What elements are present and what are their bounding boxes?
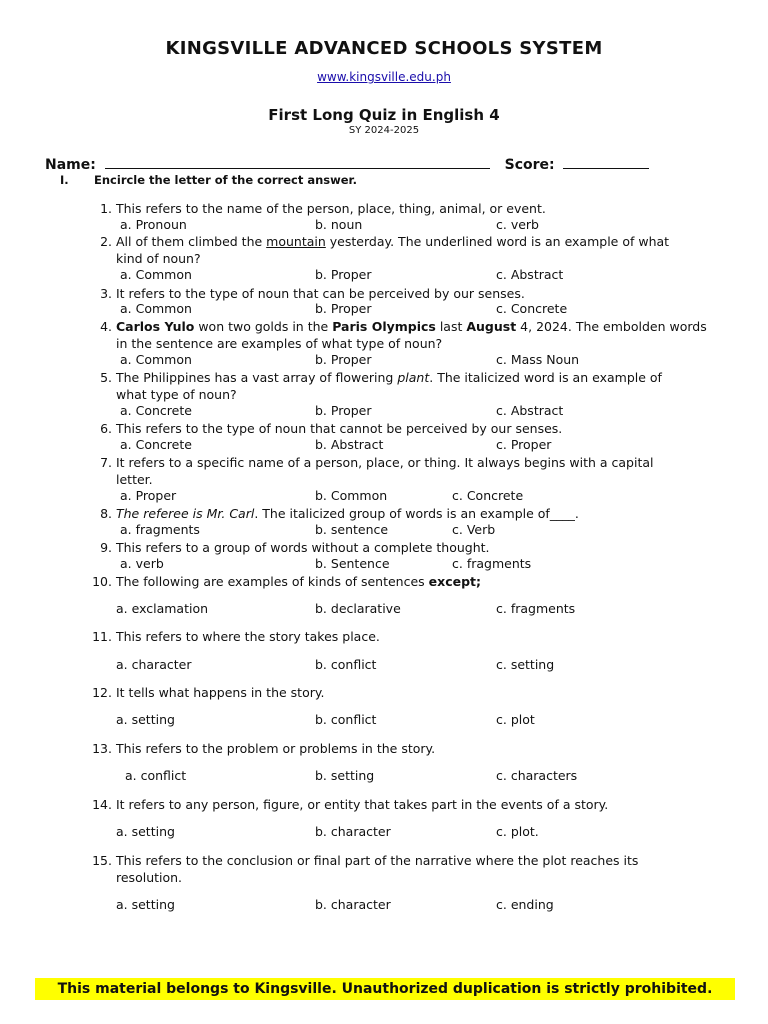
question-14-option-a[interactable]: a. setting xyxy=(116,824,175,839)
section-heading xyxy=(60,173,357,187)
question-3-text-line xyxy=(90,285,525,302)
question-12-option-c[interactable]: c. plot xyxy=(496,712,535,727)
question-15-text-line xyxy=(90,852,638,869)
question-text: It refers to the type of noun that can be perceived by our senses. xyxy=(116,286,525,301)
question-7-option-b[interactable]: b. Common xyxy=(315,488,388,503)
quiz-title: First Long Quiz in English 4 xyxy=(268,106,500,124)
question-12 xyxy=(90,684,324,701)
question-number: 3. xyxy=(100,286,112,301)
question-6-text-line xyxy=(90,420,562,437)
question-3 xyxy=(90,285,525,302)
question-number: 2. xyxy=(100,234,112,249)
question-14 xyxy=(90,796,608,813)
question-7 xyxy=(90,454,654,488)
question-number: 11. xyxy=(92,629,112,644)
section-number: I. xyxy=(60,173,69,187)
question-6-option-a[interactable]: a. Concrete xyxy=(120,437,192,452)
question-15-option-b[interactable]: b. character xyxy=(315,897,391,912)
question-1-option-b[interactable]: b. noun xyxy=(315,217,363,232)
question-15-option-a[interactable]: a. setting xyxy=(116,897,175,912)
question-8-option-c[interactable]: c. Verb xyxy=(452,522,496,537)
question-2-option-b[interactable]: b. Proper xyxy=(315,267,372,282)
question-1 xyxy=(90,200,546,217)
question-text: This refers to the type of noun that cannot be perceived by our senses. xyxy=(116,421,563,436)
question-number: 9. xyxy=(100,540,112,555)
question-3-option-a[interactable]: a. Common xyxy=(120,301,192,316)
question-14-option-b[interactable]: b. character xyxy=(315,824,391,839)
question-number: 5. xyxy=(100,370,112,385)
question-13-text-line xyxy=(90,740,435,757)
question-text: kind of noun? xyxy=(116,251,201,266)
question-text: letter. xyxy=(116,472,153,487)
question-number: 12. xyxy=(92,685,112,700)
question-13-option-c[interactable]: c. characters xyxy=(496,768,578,783)
question-text: The Philippines has a vast array of flowering plant. The italicized word is an example of xyxy=(116,370,662,385)
question-13-option-a[interactable]: a. conflict xyxy=(125,768,187,783)
question-6-option-c[interactable]: c. Proper xyxy=(496,437,552,452)
question-15 xyxy=(90,852,638,886)
question-5-option-c[interactable]: c. Abstract xyxy=(496,403,564,418)
question-8-option-b[interactable]: b. sentence xyxy=(315,522,389,537)
question-4-option-b[interactable]: b. Proper xyxy=(315,352,372,367)
question-12-option-a[interactable]: a. setting xyxy=(116,712,175,727)
question-text: This refers to where the story takes place. xyxy=(116,629,380,644)
name-blank[interactable] xyxy=(105,155,490,169)
question-2-option-c[interactable]: c. Abstract xyxy=(496,267,564,282)
question-5-text-line xyxy=(90,369,662,386)
question-15-option-c[interactable]: c. ending xyxy=(496,897,554,912)
question-14-text-line xyxy=(90,796,608,813)
section-instruction: Encircle the letter of the correct answer. xyxy=(94,173,357,187)
question-text: This refers to the name of the person, place, thing, animal, or event. xyxy=(116,201,546,216)
question-5 xyxy=(90,369,662,403)
question-number: 8. xyxy=(100,506,112,521)
question-10-option-b[interactable]: b. declarative xyxy=(315,601,401,616)
question-11-option-c[interactable]: c. setting xyxy=(496,657,555,672)
question-number: 1. xyxy=(100,201,112,216)
question-11-text-line xyxy=(90,628,380,645)
question-text: All of them climbed the mountain yesterday. The underlined word is an example of what xyxy=(116,234,670,249)
question-text: This refers to the conclusion or final part of the narrative where the plot reaches its xyxy=(116,853,639,868)
question-number: 7. xyxy=(100,455,112,470)
question-8-option-a[interactable]: a. fragments xyxy=(120,522,200,537)
question-9-option-c[interactable]: c. fragments xyxy=(452,556,532,571)
question-text: what type of noun? xyxy=(116,387,237,402)
question-8-text-line xyxy=(90,505,579,522)
question-10 xyxy=(90,573,481,590)
question-14-option-c[interactable]: c. plot. xyxy=(496,824,539,839)
question-9-option-a[interactable]: a. verb xyxy=(120,556,164,571)
question-5-option-a[interactable]: a. Concrete xyxy=(120,403,192,418)
question-text: Carlos Yulo won two golds in the Paris Olympics last August 4, 2024. The embolden words xyxy=(116,319,707,334)
question-number: 15. xyxy=(92,853,112,868)
name-label: Name: xyxy=(45,157,96,173)
question-11 xyxy=(90,628,380,645)
question-text: This refers to a group of words without a complete thought. xyxy=(116,540,490,555)
question-11-option-b[interactable]: b. conflict xyxy=(315,657,377,672)
question-8 xyxy=(90,505,579,522)
question-text: resolution. xyxy=(116,870,183,885)
question-1-option-c[interactable]: c. verb xyxy=(496,217,539,232)
question-1-option-a[interactable]: a. Pronoun xyxy=(120,217,187,232)
question-10-option-c[interactable]: c. fragments xyxy=(496,601,576,616)
question-number: 10. xyxy=(92,574,112,589)
question-9-option-b[interactable]: b. Sentence xyxy=(315,556,390,571)
question-number: 6. xyxy=(100,421,112,436)
question-11-option-a[interactable]: a. character xyxy=(116,657,192,672)
question-4 xyxy=(90,318,707,352)
question-5-text-line xyxy=(90,386,662,403)
question-2-text-line xyxy=(90,250,669,267)
name-score-row xyxy=(45,155,649,173)
score-blank[interactable] xyxy=(563,155,649,169)
question-1-text-line xyxy=(90,200,546,217)
website-link[interactable]: www.kingsville.edu.ph xyxy=(317,70,451,84)
question-10-text-line xyxy=(90,573,481,590)
question-7-text-line xyxy=(90,454,654,471)
question-7-option-c[interactable]: c. Concrete xyxy=(452,488,524,503)
question-4-option-a[interactable]: a. Common xyxy=(120,352,192,367)
question-12-option-b[interactable]: b. conflict xyxy=(315,712,377,727)
question-text: The referee is Mr. Carl. The italicized group of words is an example of____. xyxy=(116,506,579,521)
school-year: SY 2024-2025 xyxy=(348,125,420,136)
question-text: in the sentence are examples of what type of noun? xyxy=(116,336,443,351)
school-name: KINGSVILLE ADVANCED SCHOOLS SYSTEM xyxy=(165,38,603,59)
question-text: It refers to a specific name of a person, place, or thing. It always begins with a capital xyxy=(116,455,654,470)
question-4-text-line xyxy=(90,318,707,335)
question-2 xyxy=(90,233,669,267)
question-6 xyxy=(90,420,562,437)
question-number: 14. xyxy=(92,797,112,812)
question-3-option-c[interactable]: c. Concrete xyxy=(496,301,568,316)
question-text: The following are examples of kinds of sentences except; xyxy=(116,574,482,589)
question-3-option-b[interactable]: b. Proper xyxy=(315,301,372,316)
question-text: It refers to any person, figure, or entity that takes part in the events of a story. xyxy=(116,797,609,812)
question-9-text-line xyxy=(90,539,490,556)
question-2-text-line xyxy=(90,233,669,250)
question-10-option-a[interactable]: a. exclamation xyxy=(116,601,209,616)
question-9 xyxy=(90,539,490,556)
question-13-option-b[interactable]: b. setting xyxy=(315,768,375,783)
question-12-text-line xyxy=(90,684,324,701)
score-label: Score: xyxy=(504,157,555,173)
question-5-option-b[interactable]: b. Proper xyxy=(315,403,372,418)
question-4-option-c[interactable]: c. Mass Noun xyxy=(496,352,580,367)
copyright-notice: This material belongs to Kingsville. Unauthorized duplication is strictly prohibited. xyxy=(35,978,735,1000)
question-4-text-line xyxy=(90,335,707,352)
question-text: This refers to the problem or problems in the story. xyxy=(116,741,436,756)
question-7-text-line xyxy=(90,471,654,488)
question-6-option-b[interactable]: b. Abstract xyxy=(315,437,384,452)
question-number: 4. xyxy=(100,319,112,334)
question-7-option-a[interactable]: a. Proper xyxy=(120,488,177,503)
question-15-text-line xyxy=(90,869,638,886)
question-2-option-a[interactable]: a. Common xyxy=(120,267,192,282)
question-13 xyxy=(90,740,435,757)
question-number: 13. xyxy=(92,741,112,756)
question-text: It tells what happens in the story. xyxy=(116,685,325,700)
